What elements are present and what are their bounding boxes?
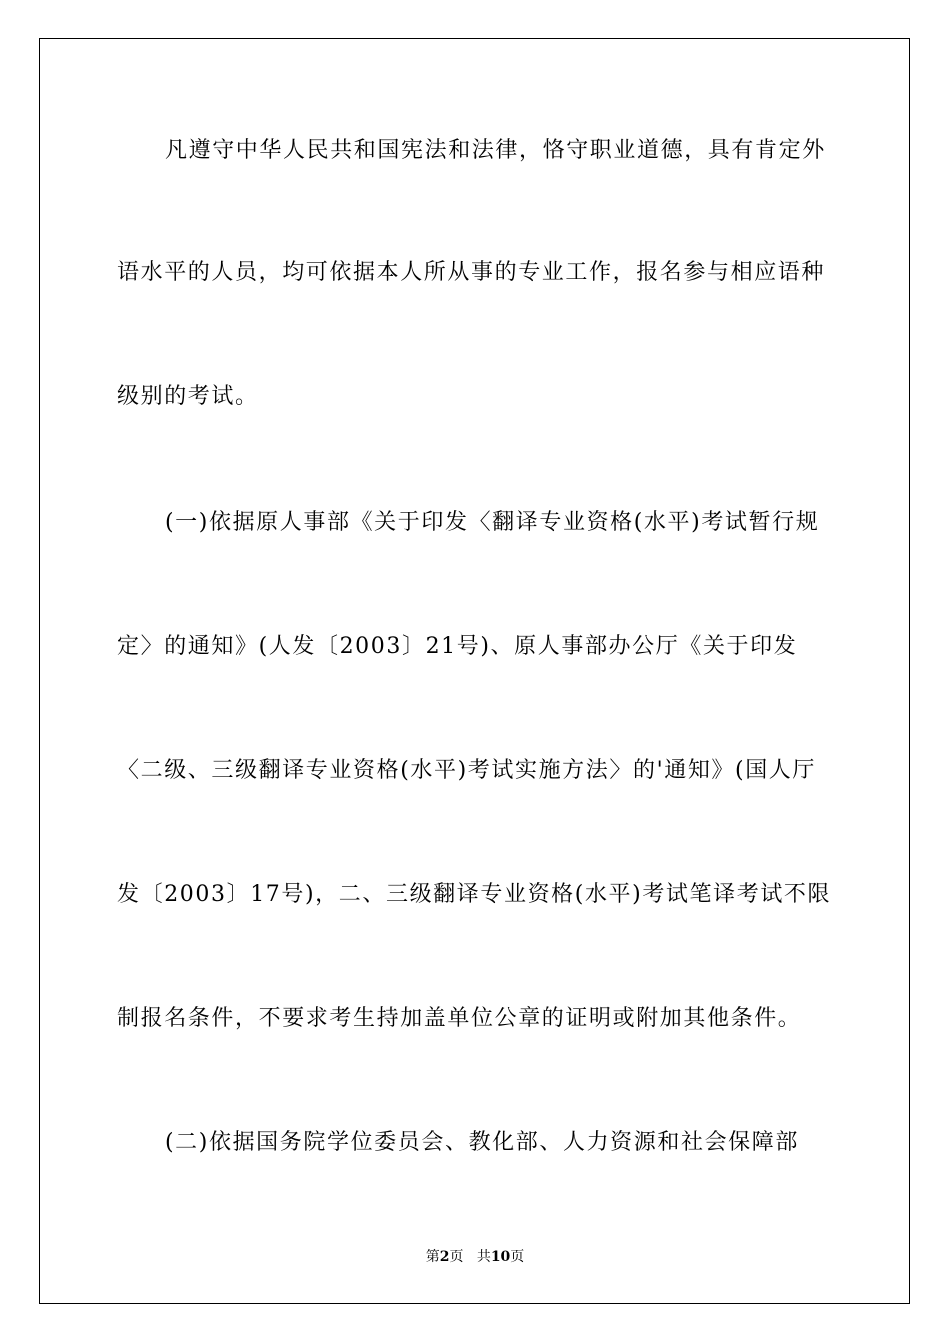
page-footer: [0, 1248, 950, 1266]
paragraph-3-line-1: (二)依据国务院学位委员会、教化部、人力资源和社会保障部: [165, 1130, 799, 1155]
paragraph-1-line-1: 凡遵守中华人民共和国宪法和法律，恪守职业道德，具有肯定外: [165, 138, 826, 163]
paragraph-2-line-1: (一)依据原人事部《关于印发〈翻译专业资格(水平)考试暂行规: [165, 510, 820, 535]
total-prefix: 共: [476, 1249, 491, 1265]
page-border: [39, 38, 910, 1304]
page-prefix: 第: [425, 1249, 440, 1265]
paragraph-1-line-3: 级别的考试。: [117, 384, 259, 409]
total-suffix: 页: [510, 1249, 525, 1265]
paragraph-2-line-3: 〈二级、三级翻译专业资格(水平)考试实施方法〉的'通知》(国人厅: [117, 758, 816, 783]
current-page-number: 2: [439, 1249, 450, 1265]
paragraph-2-line-2: 定〉的通知》(人发〔2003〕21号)、原人事部办公厅《关于印发: [117, 634, 798, 659]
page-suffix: 页: [449, 1249, 464, 1265]
total-page-count: 10: [490, 1249, 511, 1265]
paragraph-1-line-2: 语水平的人员，均可依据本人所从事的专业工作，报名参与相应语种: [117, 260, 826, 285]
paragraph-2-line-4: 发〔2003〕17号)，二、三级翻译专业资格(水平)考试笔译考试不限: [117, 882, 832, 907]
paragraph-2-line-5: 制报名条件，不要求考生持加盖单位公章的证明或附加其他条件。: [117, 1006, 802, 1031]
